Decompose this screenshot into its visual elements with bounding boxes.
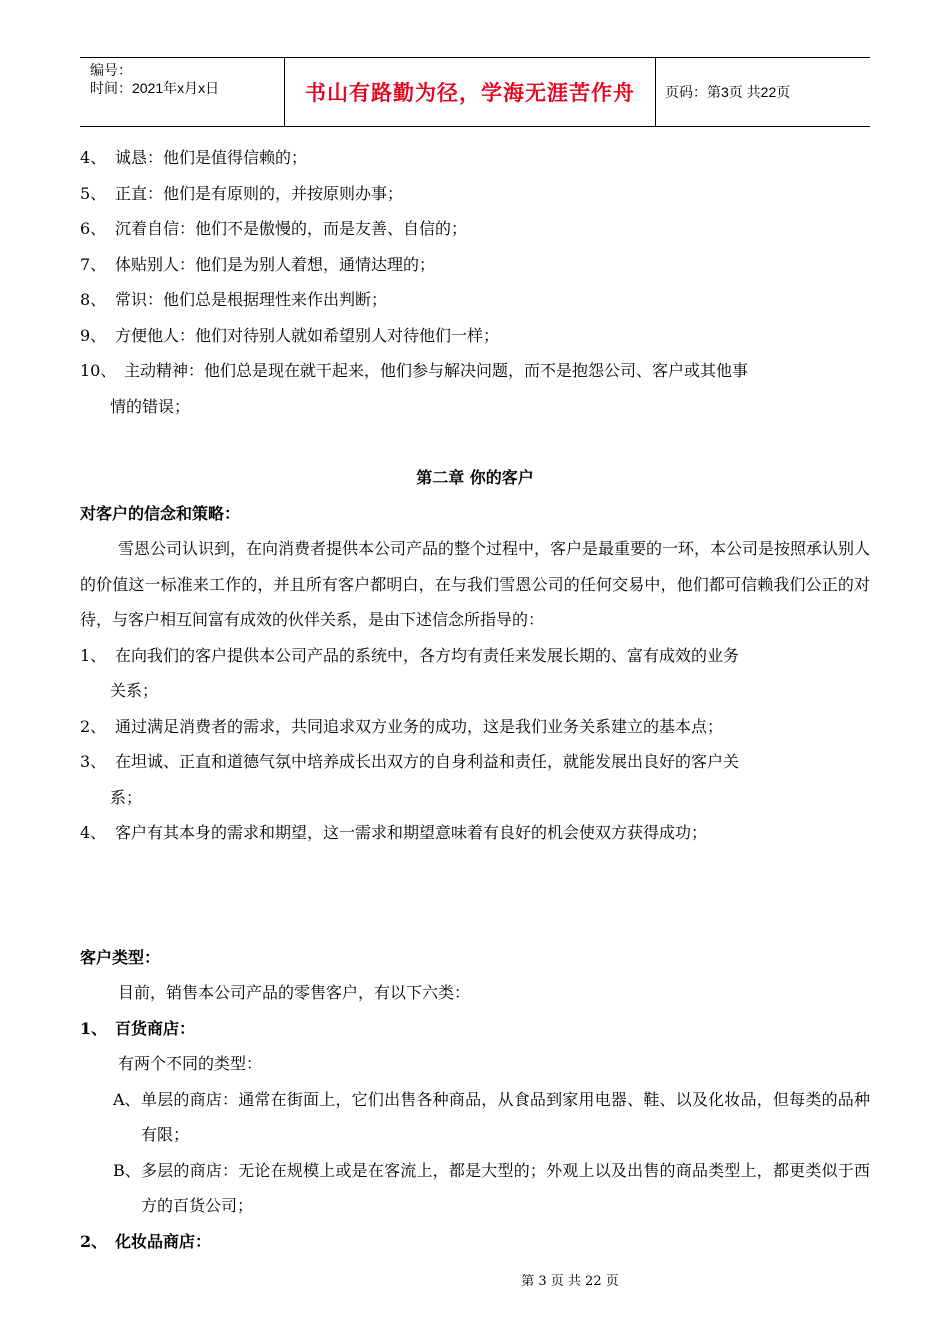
list-item-number: 4、 xyxy=(80,823,107,842)
header-page-info: 页码：第3页 共22页 xyxy=(665,84,791,100)
serial-label: 编号： xyxy=(90,62,132,78)
list-item xyxy=(80,353,870,389)
list-item xyxy=(80,140,870,176)
quality-list xyxy=(80,140,870,424)
list-item-text: 沉着自信：他们不是傲慢的，而是友善、自信的； xyxy=(115,219,468,238)
list-item xyxy=(80,638,870,674)
chapter-title: 第二章 你的客户 xyxy=(416,468,534,487)
subtype-text: 多层的商店：无论在规模上或是在客流上，都是大型的；外观上以及出售的商品类型上，都更类似于西方的百货公司； xyxy=(141,1160,870,1215)
customer-type-heading xyxy=(80,1224,870,1260)
list-item-text: 正直：他们是有原则的，并按原则办事； xyxy=(115,183,404,203)
list-item-number: 6、 xyxy=(80,219,107,238)
customer-type-heading xyxy=(80,1011,870,1047)
list-item-text: 体贴别人：他们是为别人着想，通情达理的； xyxy=(115,254,436,274)
body-paragraph: 雪恩公司认识到，在向消费者提供本公司产品的整个过程中，客户是最重要的一环，本公司是按照承认别人的价值这一标准来工作的，并且所有客户都明白，在与我们雪恩公司的任何交易中，他们都可信赖我们公正的对待，与客户相互间富有成效的伙伴关系，是由下述信念所指导的： xyxy=(80,539,871,629)
customer-type-title: 化妆品商店： xyxy=(115,1231,212,1251)
list-item-text: 方便他人：他们对待别人就如希望别人对待他们一样； xyxy=(115,325,500,345)
list-item-number: 9、 xyxy=(80,325,107,345)
list-item xyxy=(80,709,870,745)
body-paragraph: 目前，销售本公司产品的零售客户，有以下六类： xyxy=(118,983,471,1002)
list-item-number: 5、 xyxy=(80,183,107,203)
list-item xyxy=(80,744,870,780)
page-footer: 第 3 页 共 22 页 xyxy=(521,1274,619,1289)
customer-type-number: 1、 xyxy=(80,1018,108,1038)
list-item-text: 常识：他们总是根据理性来作出判断； xyxy=(115,290,388,309)
blank-space xyxy=(80,851,870,940)
header-meta-cell xyxy=(80,58,284,126)
list-item-number: 1、 xyxy=(80,645,107,665)
list-item-continuation: 情的错误； xyxy=(110,396,191,416)
list-item xyxy=(80,211,870,247)
subtype-label: A、 xyxy=(113,1089,141,1109)
section-heading: 客户类型： xyxy=(80,947,161,967)
subtype-text: 单层的商店：通常在街面上，它们出售各种商品，从食品到家用电器、鞋、以及化妆品，但每类的品种有限； xyxy=(141,1089,870,1144)
page-info-cell xyxy=(655,58,880,126)
subtype-item xyxy=(80,1082,870,1153)
list-item xyxy=(80,176,870,212)
header-motto: 书山有路勤为径，学海无涯苦作舟 xyxy=(305,80,635,105)
list-item-number: 8、 xyxy=(80,290,107,309)
list-item-text: 主动精神：他们总是现在就干起来，他们参与解决问题，而不是抱怨公司、客户或其他事 xyxy=(124,361,749,380)
list-item-number: 4、 xyxy=(80,148,107,167)
list-item-text: 通过满足消费者的需求，共同追求双方业务的成功，这是我们业务关系建立的基本点； xyxy=(115,716,724,736)
time-label: 时间：2021年x月x日 xyxy=(90,80,220,96)
page-header xyxy=(80,57,870,127)
list-item-continuation: 关系； xyxy=(110,681,159,700)
list-item xyxy=(80,247,870,283)
list-item-text: 在坦诚、正直和道德气氛中培养成长出双方的自身利益和责任，就能发展出良好的客户关 xyxy=(115,752,740,771)
list-item-number: 2、 xyxy=(80,716,107,736)
list-item-text: 诚恳：他们是值得信赖的； xyxy=(115,148,308,167)
list-item-continuation: 系； xyxy=(110,787,143,807)
document-body xyxy=(80,140,870,1259)
subtype-item xyxy=(80,1153,870,1224)
list-item-text: 在向我们的客户提供本公司产品的系统中，各方均有责任来发展长期的、富有成效的业务 xyxy=(115,645,740,665)
customer-type-title: 百货商店： xyxy=(115,1018,196,1038)
subtype-label: B、 xyxy=(113,1160,141,1180)
list-item-number: 10、 xyxy=(80,361,117,380)
list-item xyxy=(80,815,870,851)
list-item xyxy=(80,282,870,318)
list-item xyxy=(80,318,870,354)
customer-type-number: 2、 xyxy=(80,1231,108,1251)
list-item-text: 客户有其本身的需求和期望，这一需求和期望意味着有良好的机会使双方获得成功； xyxy=(115,823,708,842)
list-item-number: 3、 xyxy=(80,752,107,771)
subtype-intro: 有两个不同的类型： xyxy=(118,1054,263,1073)
list-item-number: 7、 xyxy=(80,254,107,274)
section-heading: 对客户的信念和策略： xyxy=(80,503,241,523)
motto-cell xyxy=(284,58,656,126)
beliefs-list xyxy=(80,638,870,851)
